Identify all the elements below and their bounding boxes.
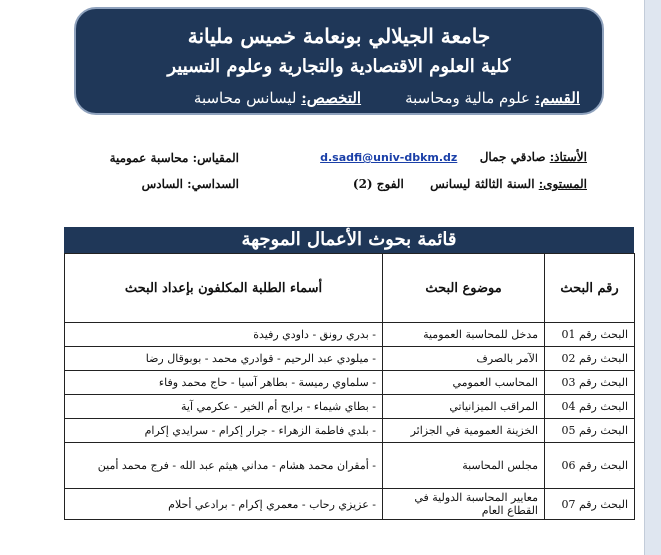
table-row	[65, 419, 635, 443]
row-topic: المحاسب العمومي	[383, 371, 545, 395]
level-line	[353, 177, 587, 191]
row-students: - أمقران محمد هشام - مداني هيثم عبد الله - فرج محمد أمين	[65, 443, 383, 489]
professor-value: صادقي جمال	[479, 150, 550, 164]
window-side-strip	[644, 0, 661, 555]
level-value: السنة الثالثة ليسانس	[430, 177, 539, 191]
row-number: البحث رقم 05	[545, 419, 635, 443]
university-name: جامعة الجيلالي بونعامة خميس مليانة	[187, 24, 491, 48]
semester-line	[142, 177, 239, 191]
row-topic: مدخل للمحاسبة العمومية	[383, 323, 545, 347]
professor-label: الأستاذ:	[549, 150, 587, 164]
level-label: المستوى:	[538, 177, 587, 191]
table-row	[65, 395, 635, 419]
row-number: البحث رقم 03	[545, 371, 635, 395]
header-number: رقم البحث	[545, 254, 635, 323]
email-link[interactable]: d.sadfi@univ-dbkm.dz	[320, 151, 458, 164]
row-number: البحث رقم 04	[545, 395, 635, 419]
row-topic: معايير المحاسبة الدولية في القطاع العام	[383, 489, 545, 520]
table-row	[65, 443, 635, 489]
row-topic: الخزينة العمومية في الجزائر	[383, 419, 545, 443]
module-value: محاسبة عمومية	[109, 151, 193, 165]
row-number: البحث رقم 01	[545, 323, 635, 347]
table-row	[65, 323, 635, 347]
row-number: البحث رقم 06	[545, 443, 635, 489]
table-row	[65, 347, 635, 371]
table-row	[65, 371, 635, 395]
module-line	[110, 151, 239, 165]
row-number: البحث رقم 07	[545, 489, 635, 520]
department-value: علوم مالية ومحاسبة	[405, 89, 535, 107]
table-row	[65, 489, 635, 520]
row-topic: مجلس المحاسبة	[383, 443, 545, 489]
table-title: قائمة بحوث الأعمال الموجهة	[64, 227, 634, 253]
row-students: - سلماوي رميسة - بطاهر آسيا - حاج محمد وفاء	[65, 371, 383, 395]
row-students: - بطاي شيماء - برابح أم الخير - عكرمي آية	[65, 395, 383, 419]
department-specialty-line	[194, 89, 580, 107]
professor-line	[320, 150, 587, 164]
semester-label: السداسي:	[187, 177, 239, 191]
module-label: المقياس:	[192, 151, 239, 165]
department-label: القسم:	[534, 89, 580, 107]
group-label: الفوج (2)	[352, 177, 404, 191]
faculty-name: كلية العلوم الاقتصادية والتجارية وعلوم التسيير	[167, 56, 511, 77]
header-topic: موضوع البحث	[383, 254, 545, 323]
row-number: البحث رقم 02	[545, 347, 635, 371]
row-students: - ميلودي عبد الرحيم - قوادري محمد - بوبوقال رضا	[65, 347, 383, 371]
row-topic: الآمر بالصرف	[383, 347, 545, 371]
table-header-row	[65, 254, 635, 323]
row-students: - عزيزي رحاب - معمري إكرام - برادعي أحلام	[65, 489, 383, 520]
row-students: - بلدي فاطمة الزهراء - جرار إكرام - سرايدي إكرام	[65, 419, 383, 443]
research-table	[64, 253, 635, 520]
header-banner	[74, 7, 604, 115]
row-topic: المراقب الميزانياتي	[383, 395, 545, 419]
specialty-value: ليسانس محاسبة	[193, 89, 302, 107]
header-students: أسماء الطلبة المكلفون بإعداد البحث	[65, 254, 383, 323]
specialty-label: التخصص:	[301, 89, 362, 107]
row-students: - بدري رونق - داودي رفيدة	[65, 323, 383, 347]
semester-value: السادس	[141, 177, 188, 191]
